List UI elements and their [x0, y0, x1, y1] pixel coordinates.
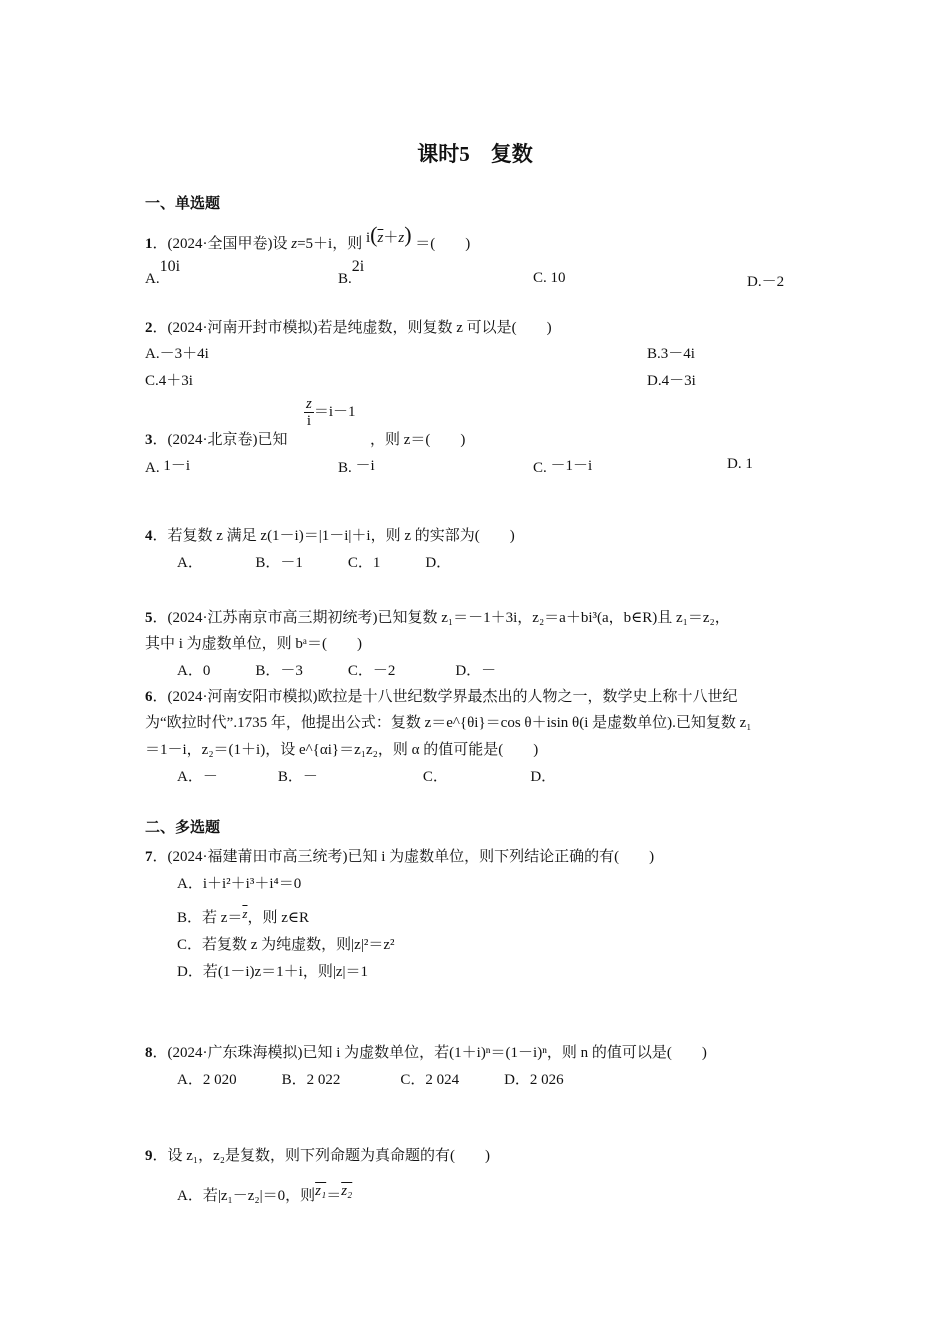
q3-fraction-numerator: z [306, 396, 312, 412]
q1-option-b-label: B. [338, 271, 352, 287]
q3-option-a-label: A. [145, 460, 160, 476]
question-4-number: 4 [145, 528, 153, 544]
question-8-stem [145, 1041, 707, 1062]
q7-option-b-post: ，则 z∈R [247, 910, 310, 926]
question-8-number: 8 [145, 1045, 153, 1061]
q1-given-rhs: =5＋i [297, 236, 333, 252]
q1-expr-i: i [366, 230, 371, 246]
section-multi-choice: 二、多选题 [145, 820, 221, 836]
q4-options: A． B．－1 C．1 D． [177, 555, 452, 571]
q3-option-c-label: C. [533, 460, 547, 476]
question-5-number: 5 [145, 610, 153, 626]
q3-option-b-label: B. [338, 460, 352, 476]
question-4-text: ．若复数 z 满足 z(1－i)＝|1－i|＋i，则 z 的实部为( ) [152, 528, 515, 544]
q1-open-paren: ( [370, 222, 378, 247]
q3-option-c [533, 456, 592, 477]
q6-options: A．－ B．－ C． D． [177, 769, 557, 785]
q2-option-c: C.4＋3i [145, 373, 193, 389]
question-4-stem [145, 524, 515, 545]
q3-tail: ，则 z＝( ) [370, 432, 466, 448]
q9-option-a-pre: A．若|z₁－z₂|＝0，则 [177, 1188, 316, 1204]
q3-fraction-rhs: ＝i－1 [313, 403, 356, 420]
q1-then: ，则 [332, 236, 363, 252]
question-3-text: ．(2024·北京卷)已知 [152, 432, 288, 448]
q7-option-b [177, 906, 309, 927]
q3-option-b-value: －i [355, 458, 375, 474]
q3-option-b [338, 456, 375, 477]
q8-options: A．2 020 B．2 022 C．2 024 D．2 026 [177, 1072, 564, 1088]
question-2-text: ．(2024·河南开封市模拟)若是纯虚数，则复数 z 可以是( ) [152, 320, 552, 336]
q1-expression [366, 222, 415, 247]
question-1-text: ．(2024·全国甲卷)设 [152, 236, 288, 252]
q3-fraction [304, 396, 314, 429]
question-3-stem [145, 428, 288, 449]
q2-option-b: B.3－4i [647, 346, 695, 362]
question-2-number: 2 [145, 320, 153, 336]
question-7-stem [145, 845, 654, 866]
q7-option-b-conj: $\overline{z}$ [242, 906, 248, 921]
q9-option-a-conj-z2: z₂ [341, 1183, 353, 1199]
question-9-text: ．设 z₁，z₂是复数，则下列命题为真命题的有( ) [152, 1148, 491, 1164]
q7-option-b-pre: B．若 z＝ [177, 910, 243, 926]
q3-fraction-denominator: i [306, 413, 311, 429]
q9-option-a [177, 1184, 352, 1205]
q1-close-paren: ) [404, 222, 412, 247]
question-6-text-1: ．(2024·河南安阳市模拟)欧拉是十八世纪数学界最杰出的人物之一，数学史上称十八世纪 [152, 689, 738, 705]
question-5-line-1 [145, 606, 730, 627]
q1-expr-bar-z: $\overline{z}$ [377, 230, 384, 246]
question-3-number: 3 [145, 432, 153, 448]
question-7-number: 7 [145, 849, 153, 865]
page-title: 课时5 复数 [417, 142, 533, 166]
question-6-line-1 [145, 685, 738, 706]
question-9-number: 9 [145, 1148, 153, 1164]
question-6-number: 6 [145, 689, 153, 705]
question-5-line-2: 其中 i 为虚数单位，则 bᵃ＝( ) [145, 636, 363, 652]
q3-option-a-value: 1－i [163, 458, 191, 474]
q1-option-d: D.－2 [747, 274, 785, 290]
q1-option-b [338, 258, 365, 288]
q1-option-a [145, 258, 181, 288]
q9-option-a-equals: ＝ [326, 1188, 342, 1204]
question-5-text-1: ．(2024·江苏南京市高三期初统考)已知复数 z₁＝－1＋3i，z₂＝a＋bi³(a，b∈R)且 z₁＝z₂， [152, 610, 730, 626]
q1-option-b-value: 2i [351, 258, 365, 275]
question-2-stem [145, 316, 552, 337]
section-single-choice: 一、单选题 [145, 196, 221, 212]
q7-option-a: A．i＋i²＋i³＋i⁴＝0 [177, 876, 302, 892]
question-1-stem [145, 222, 471, 254]
question-8-text: ．(2024·广东珠海模拟)已知 i 为虚数单位，若(1＋i)ⁿ＝(1－i)ⁿ，则 n 的值可以是( ) [152, 1045, 707, 1061]
q1-option-a-label: A. [145, 271, 160, 287]
q5-options: A．0 B．－3 C．－2 D．－ [177, 663, 497, 679]
q3-option-d: D. 1 [727, 456, 753, 472]
q9-option-a-conj-z1: z₁ [315, 1183, 327, 1199]
q7-option-d: D．若(1－i)z＝1＋i，则|z|＝1 [177, 964, 368, 980]
q1-expr-z: z [398, 230, 405, 246]
q1-given-lhs: z [291, 236, 298, 252]
q1-expr-plus: ＋ [383, 230, 399, 246]
question-6-line-2: 为“欧拉时代”.1735 年，他提出公式：复数 z＝e^{θi}＝cos θ＋isin θ(i 是虚数单位).已知复数 z₁ [145, 715, 752, 731]
q1-option-a-value: 10i [159, 258, 181, 275]
question-1-number: 1 [145, 236, 153, 252]
question-7-text: ．(2024·福建莆田市高三统考)已知 i 为虚数单位，则下列结论正确的有( ) [152, 849, 655, 865]
q3-option-a [145, 456, 190, 477]
question-9-stem [145, 1144, 490, 1165]
q3-option-c-value: －1－i [550, 458, 593, 474]
q1-option-c: C. 10 [533, 270, 566, 286]
q2-option-a: A.－3＋4i [145, 346, 209, 362]
q2-option-d: D.4－3i [647, 373, 696, 389]
q1-tail: ＝( ) [415, 236, 471, 252]
q7-option-c: C．若复数 z 为纯虚数，则|z|²＝z² [177, 937, 395, 953]
question-6-line-3: ＝1－i，z₂＝(1＋i)，设 e^{αi}＝z₁z₂，则 α 的值可能是( ) [145, 742, 539, 758]
q3-fraction-equation [304, 396, 356, 429]
